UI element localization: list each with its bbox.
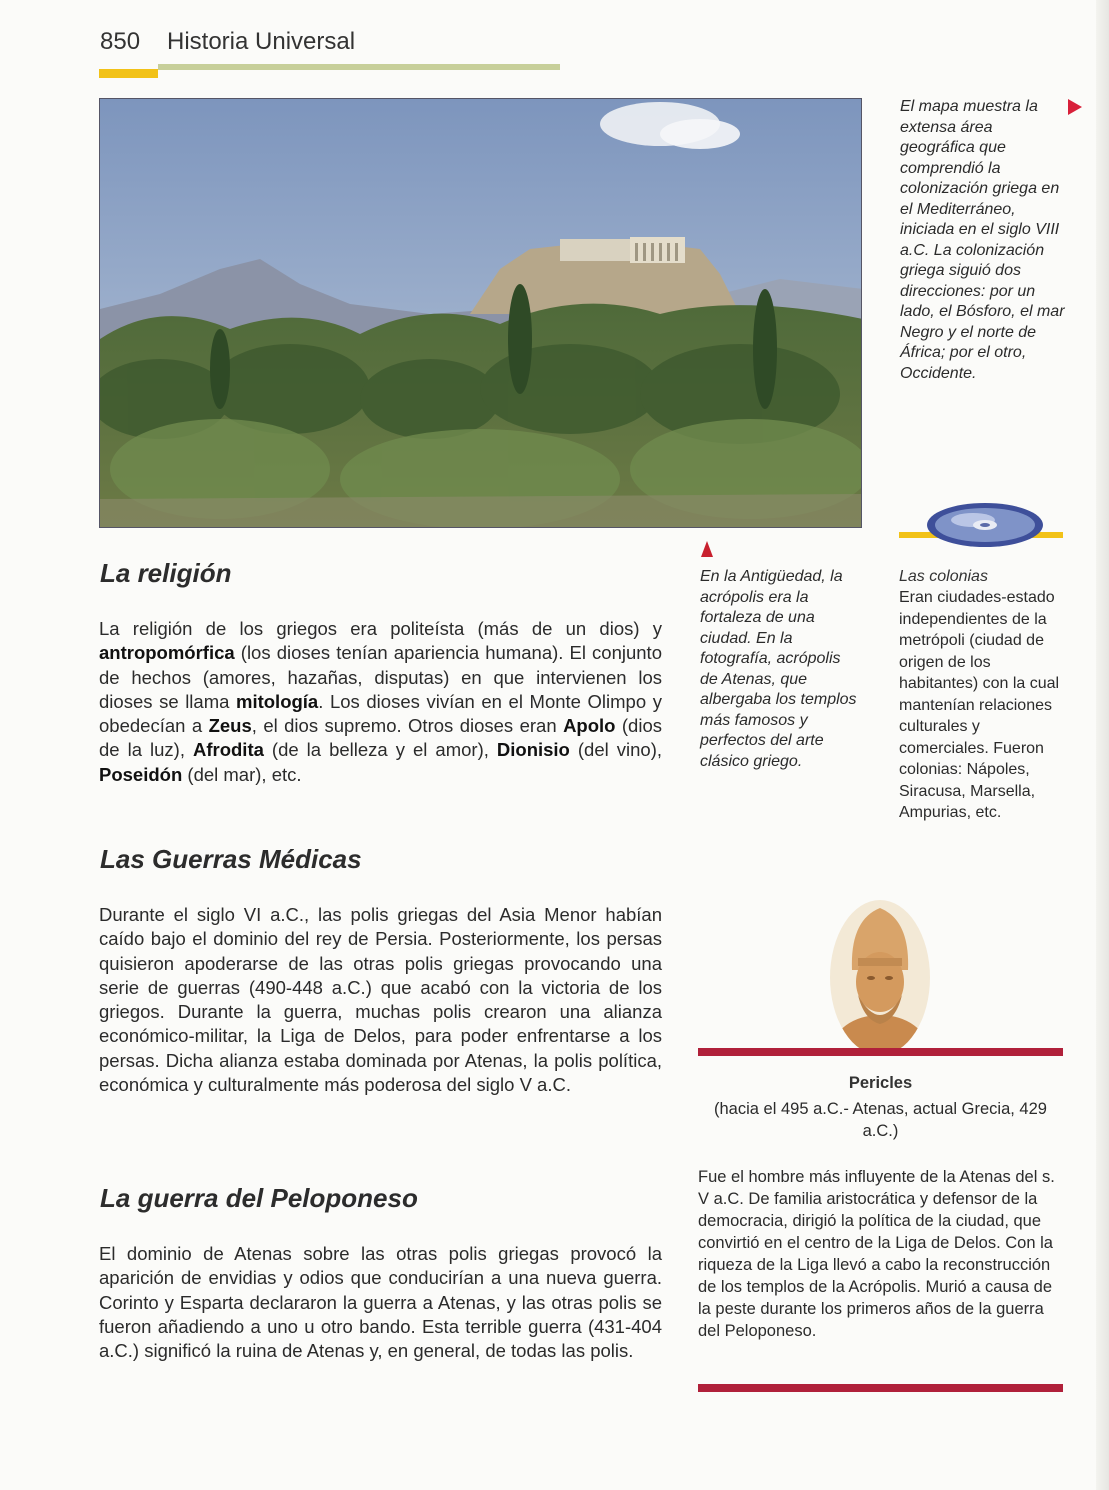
text-run: La religión de los griegos era politeísta (más de un dios) y bbox=[99, 618, 662, 639]
pericles-description: Fue el hombre más influyente de la Atenas del s. V a.C. De familia aristocrática y defensor de la democracia, dirigió la política de la ciudad, que convirtió en el centro de la Liga de Delos. Con la riqueza de la Liga llevó a cabo la reconstrucción de los templos de la Acrópolis. Murió a causa de la peste durante los primeros años de la guerra del Peloponeso. bbox=[698, 1168, 1055, 1340]
colonias-box bbox=[899, 566, 1067, 824]
term-dionisio: Dionisio bbox=[496, 739, 570, 761]
page-edge bbox=[1096, 0, 1109, 1490]
text-run: . Los dioses vivían en el Monte Olimpo y obedecían a bbox=[99, 690, 662, 737]
term-afrodita: Afrodita bbox=[192, 739, 264, 761]
term-apolo: Apolo bbox=[563, 715, 616, 737]
term-poseidon: Poseidón bbox=[99, 763, 183, 785]
pericles-bottom-rule bbox=[698, 1384, 1063, 1392]
text-run: (de la belleza y el amor), bbox=[263, 739, 497, 761]
cd-icon bbox=[925, 500, 1045, 555]
colonias-title: Las colonias bbox=[899, 568, 988, 585]
text-run: (los dioses tenían apariencia humana). El conjunto de hechos (amores, hazañas, disputas) en que intervienen los dioses se llama bbox=[99, 642, 662, 712]
header-rule bbox=[158, 64, 560, 70]
section-title-peloponeso: La guerra del Peloponeso bbox=[100, 1183, 418, 1213]
term-zeus: Zeus bbox=[208, 715, 252, 737]
pericles-dates: (hacia el 495 a.C.- Atenas, actual Grecia, 429 a.C.) bbox=[714, 1100, 1047, 1140]
map-caption: El mapa muestra la extensa área geográfica que comprendió la colonización griega en el Mediterráneo, iniciada en el siglo VIII a.C. La colonización griega siguió dos direcciones: por un lado, el Bósforo, el mar Negro y el norte de África; por el otro, Occidente. bbox=[900, 98, 1065, 382]
pericles-name: Pericles bbox=[848, 1074, 913, 1092]
text-run: , el dios supremo. Otros dioses eran bbox=[251, 715, 564, 737]
up-pointer-icon bbox=[701, 541, 713, 557]
right-pointer-icon bbox=[1068, 99, 1082, 115]
section-body-guerras-medicas: Durante el siglo VI a.C., las polis griegas del Asia Menor habían caído bajo el dominio del rey de Persia. Posteriormente, los persas quisieron apoderarse de las otras polis griegas provocando una serie de guerras (490-448 a.C.) que acabó con la victoria de los griegos. Durante la guerra, muchas polis crearon una alianza económico-militar, la Liga de Delos, para poder enfrentarse a los persas. Dicha alianza estaba dominada por Atenas, la polis política, económica y culturalmente más poderosa del siglo V a.C. bbox=[99, 904, 662, 1096]
section-title-religion: La religión bbox=[100, 558, 232, 588]
colonias-body: Eran ciudades-estado independientes de la metrópoli (ciudad de origen de los habitantes) con la cual mantenían relaciones culturales y comerciales. Fueron colonias: Nápoles, Siracusa, Marsella, Ampurias, etc. bbox=[899, 589, 1060, 821]
text-run: (del mar), etc. bbox=[182, 763, 302, 785]
pericles-bust-image bbox=[830, 900, 930, 1055]
pericles-top-rule bbox=[698, 1048, 1063, 1056]
photo-caption: En la Antigüedad, la acrópolis era la fortaleza de una ciudad. En la fotografía, acrópolis de Atenas, que albergaba los templos más famosos y perfectos del arte clásico griego. bbox=[700, 568, 857, 770]
term-antropomorfica: antropomórfica bbox=[99, 642, 235, 664]
header-accent-bar bbox=[99, 69, 158, 78]
acropolis-photo bbox=[99, 98, 862, 528]
book-title: Historia Universal bbox=[167, 28, 356, 55]
term-mitologia: mitología bbox=[236, 690, 319, 712]
section-body-religion bbox=[99, 617, 662, 787]
page-number: 850 bbox=[100, 28, 141, 55]
section-title-guerras-medicas: Las Guerras Médicas bbox=[100, 844, 362, 874]
text-run: (dios de la luz), bbox=[99, 715, 662, 761]
section-body-peloponeso: El dominio de Atenas sobre las otras polis griegas provocó la aparición de envidias y odios que conducirían a una nueva guerra. Corinto y Esparta declararon la guerra a Atenas, y las otras polis se fueron añadiendo a uno u otro bando. Esta terrible guerra (431-404 a.C.) significó la ruina de Atenas y, en general, de todas las polis. bbox=[99, 1243, 662, 1362]
text-run: (del vino), bbox=[569, 739, 662, 761]
